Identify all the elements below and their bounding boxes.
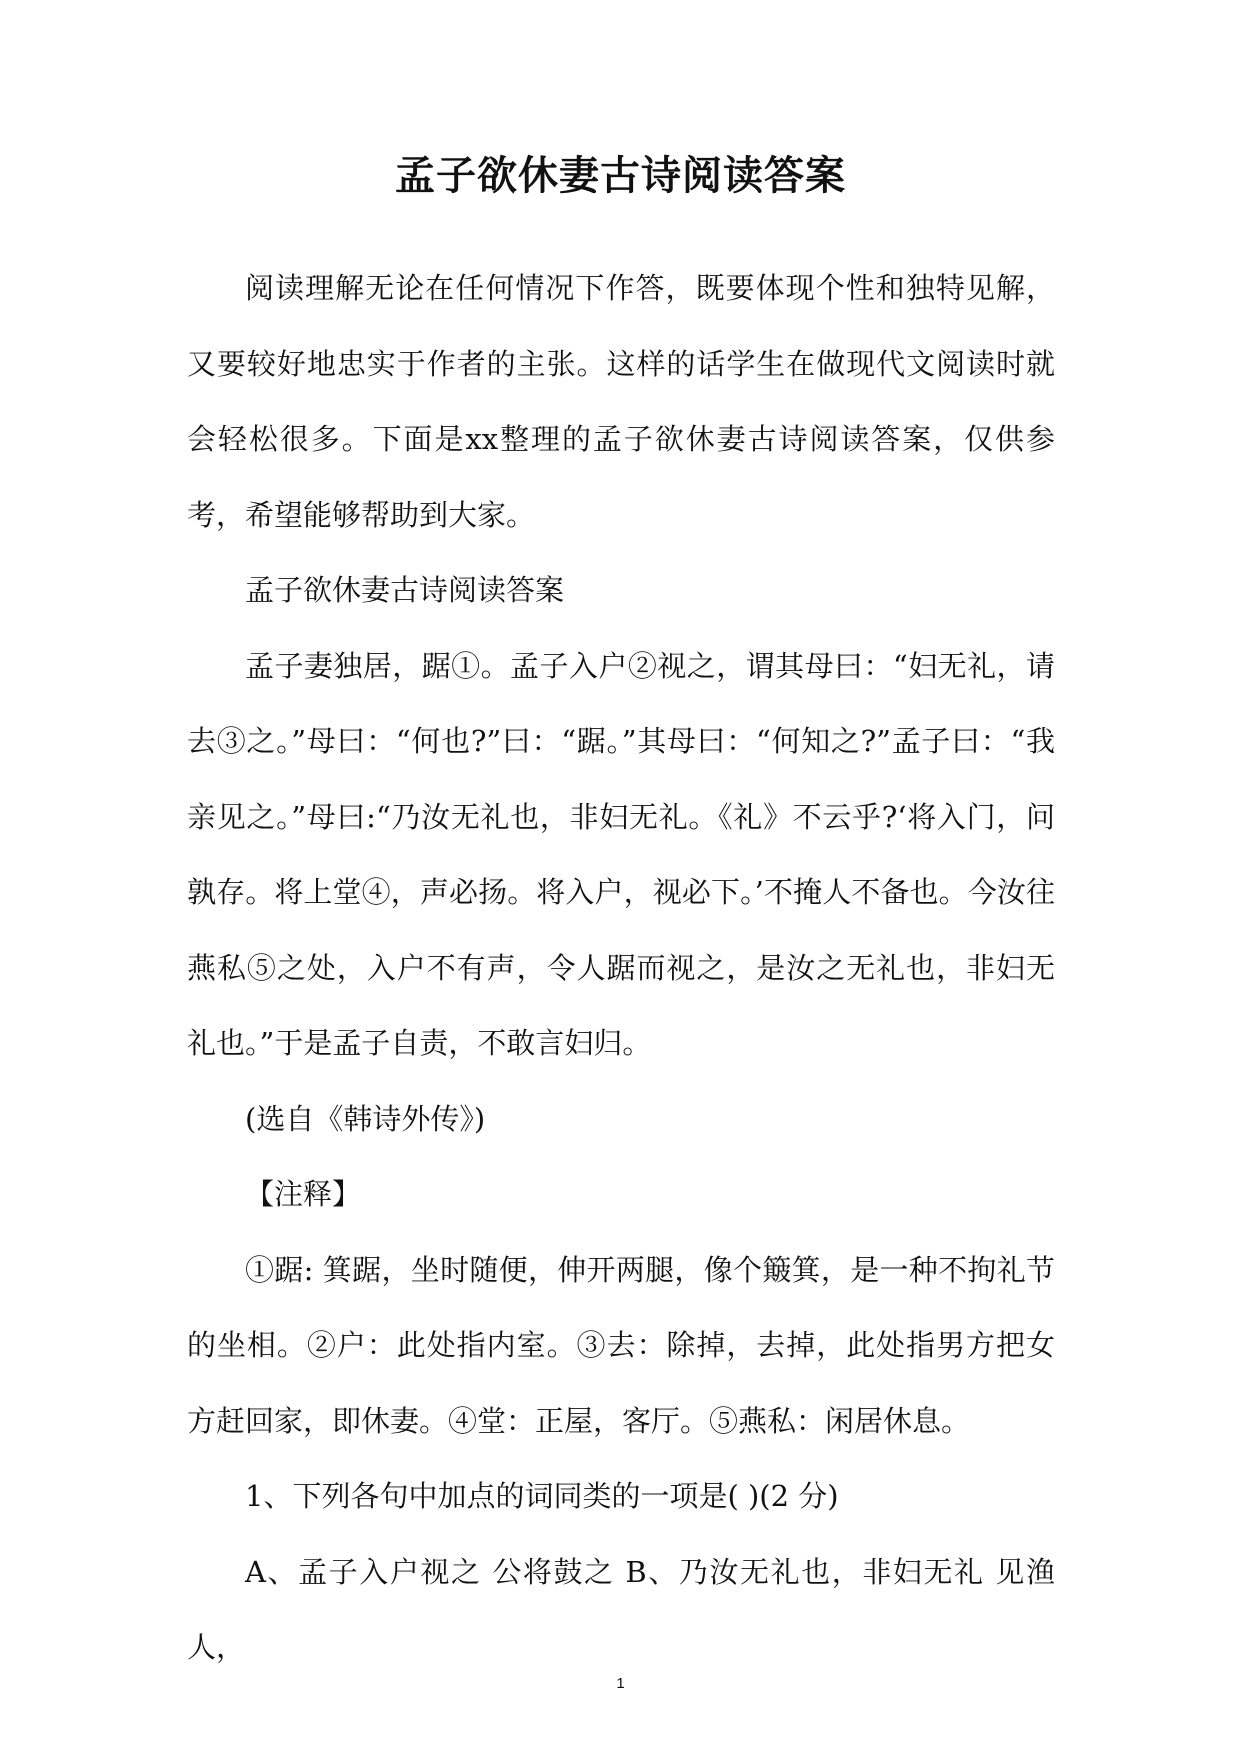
notes-paragraph: ①踞: 箕踞，坐时随便，伸开两腿，像个簸箕，是一种不拘礼节的坐相。②户：此处指内室。③去：除掉，去掉，此处指男方把女方赶回家，即休妻。④堂：正屋，客厅。⑤燕私：闲居休息。 bbox=[187, 1252, 1055, 1438]
document-body bbox=[187, 251, 1055, 1686]
classical-text-paragraph: 孟子妻独居，踞①。孟子入户②视之，谓其母曰：“妇无礼，请去③之。”母曰：“何也?”曰：“踞。”其母曰：“何知之?”孟子曰：“我亲见之。”母曰:“乃汝无礼也，非妇无礼。《礼》不云乎?‘将入门，问孰存。将上堂④，声必扬。将入户，视必下。’不掩人不备也。今汝往燕私⑤之处，入户不有声，令人踞而视之，是汝之无礼也，非妇无礼也。”于是孟子自责，不敢言妇归。 bbox=[187, 648, 1055, 1060]
section-heading: 孟子欲休妻古诗阅读答案 bbox=[245, 573, 565, 607]
question-1-options: A、孟子入户视之 公将鼓之 B、乃汝无礼也，非妇无礼 见渔人， bbox=[187, 1554, 1055, 1664]
page-title: 孟子欲休妻古诗阅读答案 bbox=[395, 152, 846, 199]
intro-paragraph: 阅读理解无论在任何情况下作答，既要体现个性和独特见解，又要较好地忠实于作者的主张。这样的话学生在做现代文阅读时就会轻松很多。下面是xx整理的孟子欲休妻古诗阅读答案，仅供参考，希望能够帮助到大家。 bbox=[187, 271, 1055, 532]
notes-heading: 【注释】 bbox=[245, 1177, 362, 1211]
question-1: 1、下列各句中加点的词同类的一项是( )(2 分) bbox=[245, 1479, 839, 1513]
source-citation: (选自《韩诗外传》) bbox=[245, 1101, 486, 1136]
page-number: 1 bbox=[616, 1675, 625, 1692]
